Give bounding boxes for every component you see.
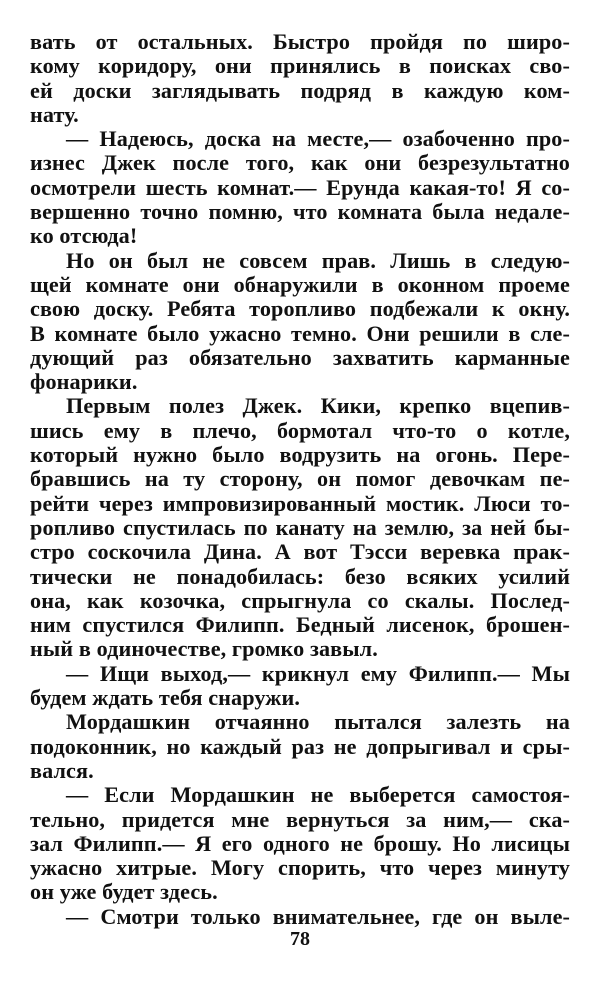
text-line: осмотрели шесть комнат.— Ерунда какая-то! Я со- (30, 174, 570, 200)
page-number: 78 (290, 928, 310, 950)
text-line: изнес Джек после того, как они безрезультатно (30, 150, 570, 176)
text-line: свою доску. Ребята торопливо подбежали к окну. (30, 296, 570, 322)
text-line: шись ему в плечо, бормотал что-то о котле, (30, 417, 570, 443)
text-line: ко отсюда! (30, 223, 138, 249)
text-line: который нужно было водрузить на огонь. Пере- (30, 442, 570, 468)
body-text (30, 30, 570, 929)
text-line: вершенно точно помню, что комната была недале- (30, 199, 570, 225)
text-line: ропливо спустилась по канату на землю, за ней бы- (30, 514, 570, 540)
text-line: зал Филипп.— Я его одного не брошу. Но лисицы (30, 830, 570, 856)
text-line: кому коридору, они принялись в поисках сво- (30, 53, 570, 79)
text-line: ный в одиночестве, громко завыл. (30, 636, 378, 662)
book-page (30, 30, 570, 970)
text-line: Мордашкин отчаянно пытался залезть на (66, 709, 570, 735)
text-line: ужасно хитрые. Могу спорить, что через минуту (30, 855, 570, 881)
text-line: В комнате было ужасно темно. Они решили в сле- (30, 320, 570, 346)
text-line: фонарики. (30, 369, 138, 395)
text-line: Но он был не совсем прав. Лишь в следую- (66, 247, 570, 273)
text-line: — Смотри только внимательнее, где он выле- (66, 903, 570, 929)
text-line: — Если Мордашкин не выберется самостоя- (66, 782, 570, 808)
text-line: ним спустился Филипп. Бедный лисенок, брошен- (30, 612, 570, 638)
text-line: щей комнате они обнаружили в оконном проеме (30, 271, 570, 297)
text-line: бравшись на ту сторону, он помог девочкам пе- (30, 466, 570, 492)
text-line: нату. (30, 101, 79, 127)
text-line: будем ждать тебя снаружи. (30, 685, 301, 711)
text-line: — Надеюсь, доска на месте,— озабоченно про- (66, 126, 570, 152)
text-line: тельно, придется мне вернуться за ним,— ска- (30, 806, 570, 832)
text-line: тически не понадобилась: безо всяких усилий (30, 563, 570, 589)
text-line: рейти через импровизированный мостик. Люси то- (30, 490, 570, 516)
text-line: — Ищи выход,— крикнул ему Филипп.— Мы (66, 660, 570, 686)
text-line: дующий раз обязательно захватить карманные (30, 344, 570, 370)
text-line: подоконник, но каждый раз не допрыгивал и сры- (30, 733, 570, 759)
text-line: ей доски заглядывать подряд в каждую ком- (30, 77, 570, 103)
text-line: она, как козочка, спрыгнула со скалы. Послед- (30, 587, 570, 613)
text-line: вался. (30, 757, 94, 783)
text-line: вать от остальных. Быстро пройдя по широ- (30, 29, 570, 54)
text-line: он уже будет здесь. (30, 879, 218, 905)
text-line: Первым полез Джек. Кики, крепко вцепив- (66, 393, 570, 419)
text-line: стро соскочила Дина. А вот Тэсси веревка прак- (30, 539, 570, 565)
